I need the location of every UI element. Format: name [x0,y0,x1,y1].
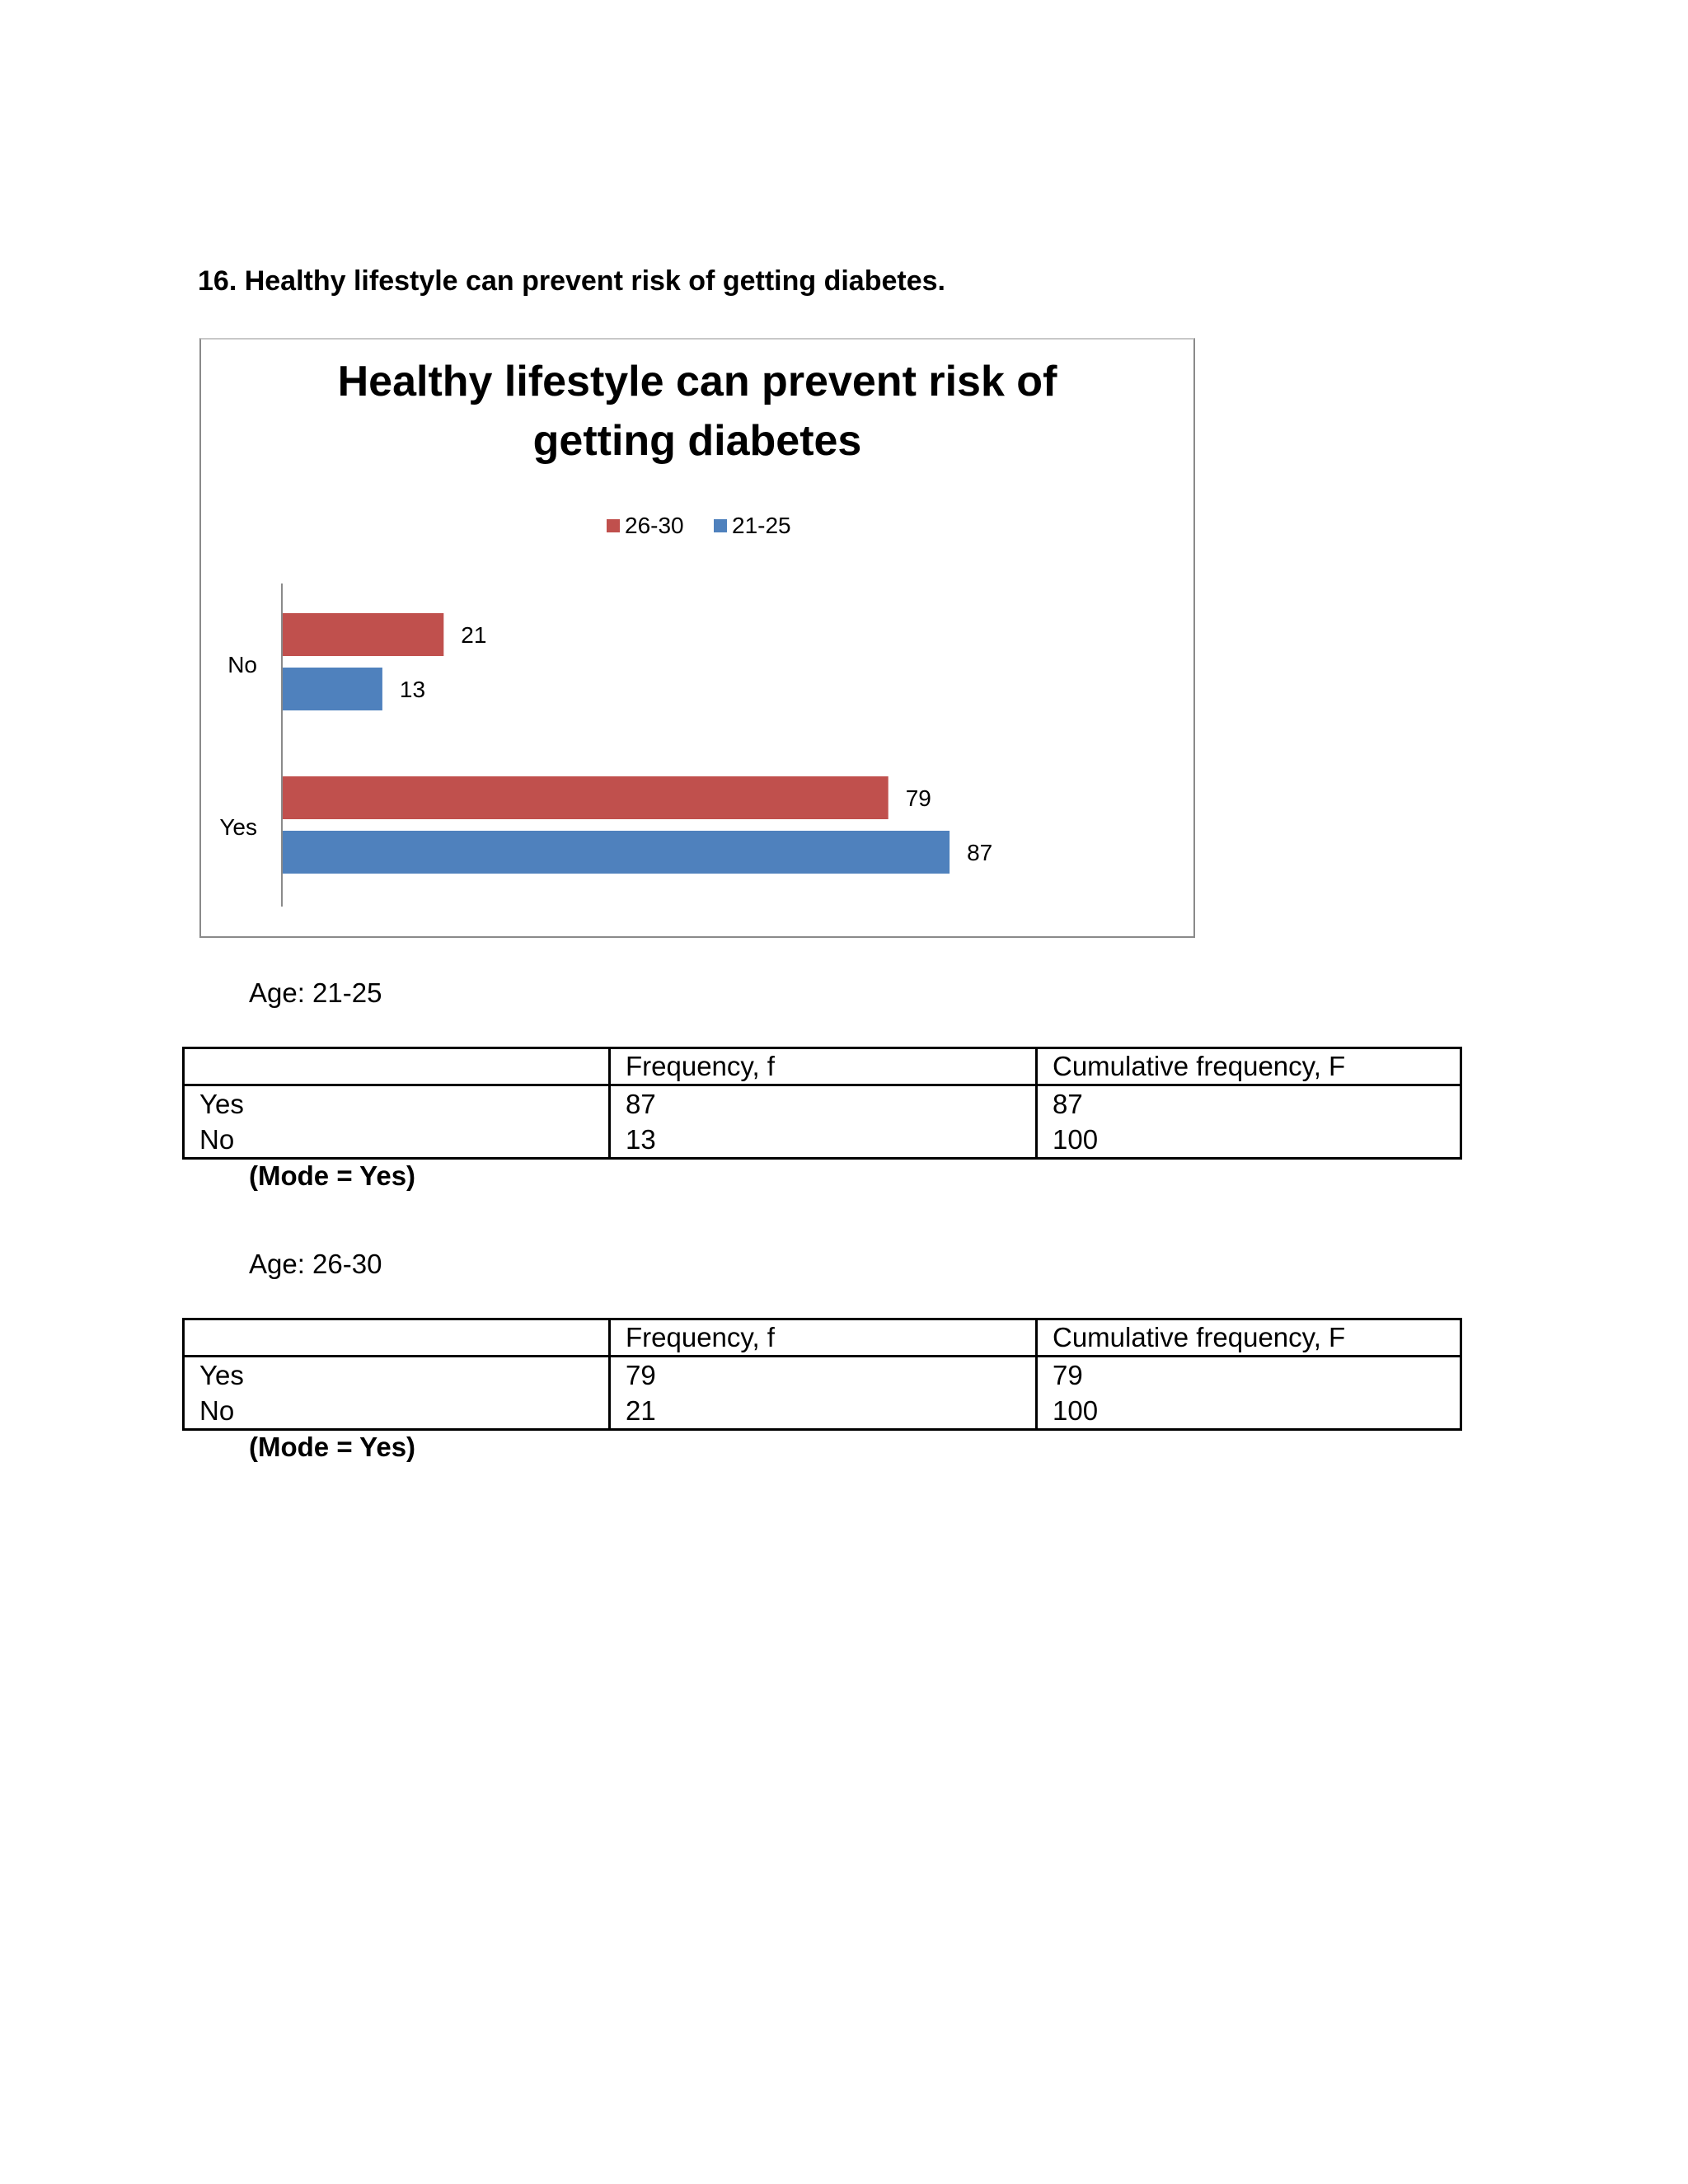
bar-no-21-25 [283,668,382,710]
category-label-no: No [227,652,257,677]
table-cell: 79 [610,1357,1037,1394]
header-cell [184,1048,610,1085]
table-header-row [184,1048,1461,1085]
header-cell: Cumulative frequency, F [1037,1048,1461,1085]
question-heading: 16. Healthy lifestyle can prevent risk of getting diabetes. [198,265,945,297]
header-cell: Cumulative frequency, F [1037,1319,1461,1357]
legend-swatch-26-30 [607,519,620,532]
data-label-yes-26-30: 79 [905,785,931,811]
table-cell: 100 [1037,1393,1461,1430]
table-cell: 13 [610,1122,1037,1159]
bar-no-26-30 [283,613,443,656]
chart-legend [607,513,791,538]
table-row [184,1122,1461,1159]
table-cell: 87 [610,1085,1037,1122]
table-row [184,1085,1461,1122]
chart-title-line2: getting diabetes [532,417,862,465]
data-label-no-21-25: 13 [399,677,426,702]
table-row [184,1357,1461,1394]
table-cell: 87 [1037,1085,1461,1122]
bar-chart [201,340,1193,936]
header-cell [184,1319,610,1357]
bar-yes-26-30 [283,776,889,819]
mode-note-26-30: (Mode = Yes) [249,1432,416,1462]
table-cell: 79 [1037,1357,1461,1394]
age-label-26-30: Age: 26-30 [249,1249,382,1279]
header-cell: Frequency, f [610,1319,1037,1357]
frequency-table-21-25 [182,1047,1462,1160]
table-cell: Yes [184,1357,610,1394]
mode-note-21-25: (Mode = Yes) [249,1160,416,1191]
table-cell: No [184,1393,610,1430]
header-cell: Frequency, f [610,1048,1037,1085]
age-label-21-25: Age: 21-25 [249,977,382,1008]
table-cell: Yes [184,1085,610,1122]
legend-label-26-30: 26-30 [625,513,684,538]
table-row [184,1393,1461,1430]
legend-swatch-21-25 [714,519,727,532]
chart-frame [199,338,1195,938]
chart-title-line1: Healthy lifestyle can prevent risk of [337,358,1057,405]
table-header-row [184,1319,1461,1357]
data-label-yes-21-25: 87 [967,840,993,865]
table-cell: 21 [610,1393,1037,1430]
category-label-yes: Yes [219,814,257,840]
table-cell: 100 [1037,1122,1461,1159]
frequency-table-26-30 [182,1318,1462,1431]
data-label-no-26-30: 21 [461,622,487,648]
table-cell: No [184,1122,610,1159]
plot-area [219,583,992,907]
bar-yes-21-25 [283,831,950,874]
legend-label-21-25: 21-25 [732,513,791,538]
